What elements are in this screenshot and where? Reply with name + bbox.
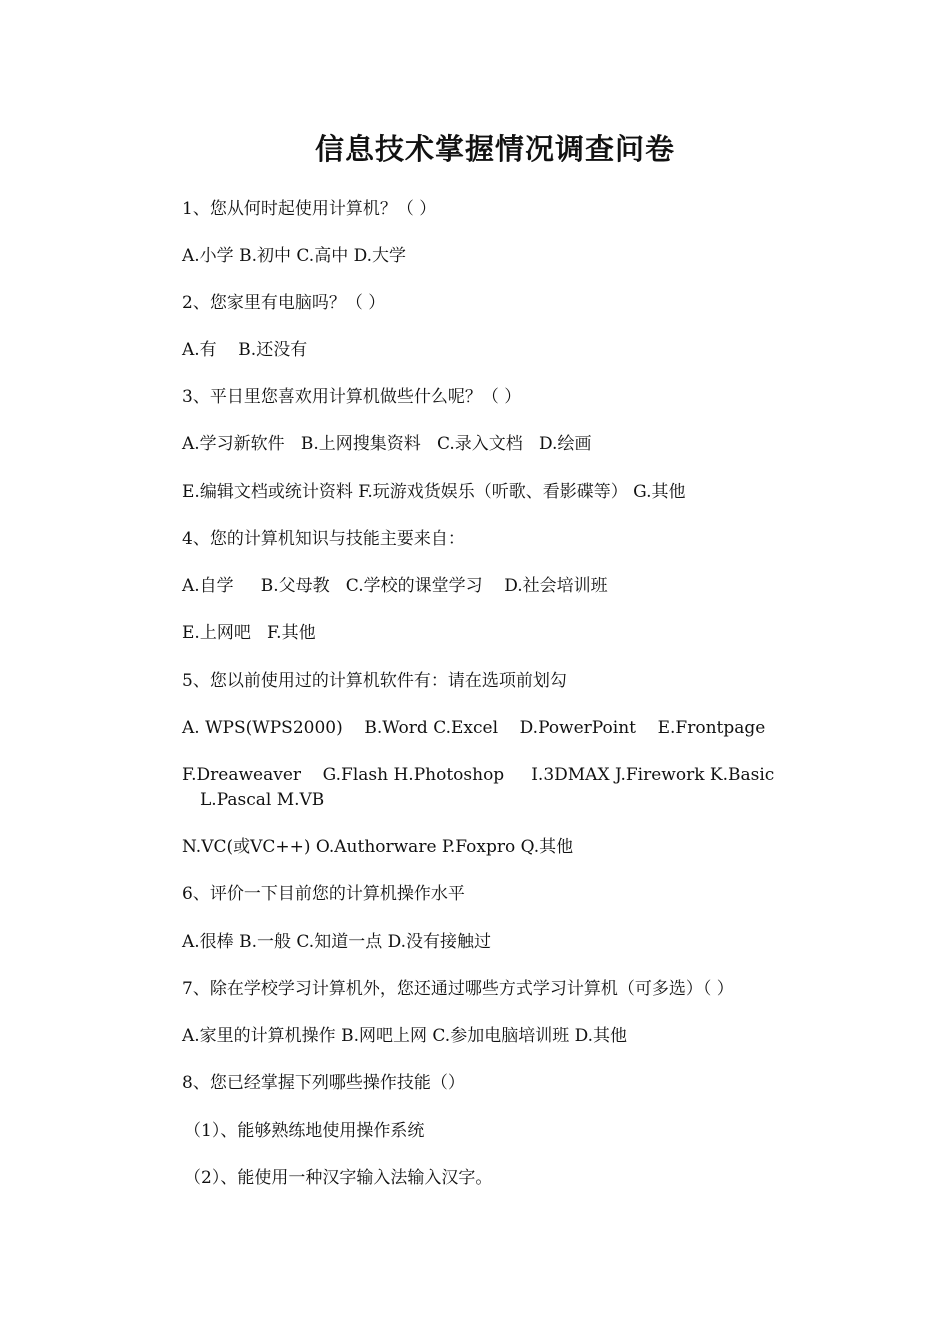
question-1-options: A.小学 B.初中 C.高中 D.大学 xyxy=(182,246,407,266)
question-5-options-b-cont: L.Pascal M.VB xyxy=(200,790,325,810)
question-7: 7、除在学校学习计算机外，您还通过哪些方式学习计算机（可多选）（ ） xyxy=(182,979,734,999)
question-3-options-a: A.学习新软件 B.上网搜集资料 C.录入文档 D.绘画 xyxy=(182,434,592,454)
question-5-options-b: F.Dreaweaver G.Flash H.Photoshop I.3DMAX J.Firework K.Basic xyxy=(182,765,775,785)
question-3: 3、平日里您喜欢用计算机做些什么呢？（ ） xyxy=(182,387,522,407)
question-2: 2、您家里有电脑吗？（ ） xyxy=(182,293,386,313)
question-4: 4、您的计算机知识与技能主要来自： xyxy=(182,529,465,549)
question-5-options-c: N.VC(或VC++) O.Authorware P.Foxpro Q.其他 xyxy=(182,837,574,857)
question-2-options: A.有 B.还没有 xyxy=(182,340,308,360)
question-7-options: A.家里的计算机操作 B.网吧上网 C.参加电脑培训班 D.其他 xyxy=(182,1026,628,1046)
question-6: 6、评价一下目前您的计算机操作水平 xyxy=(182,884,465,904)
question-8: 8、您已经掌握下列哪些操作技能（） xyxy=(182,1073,465,1093)
question-1: 1、您从何时起使用计算机？（ ） xyxy=(182,199,437,219)
question-4-options-b: E.上网吧 F.其他 xyxy=(182,623,316,643)
question-5: 5、您以前使用过的计算机软件有：请在选项前划勾 xyxy=(182,671,567,691)
question-3-options-b: E.编辑文档或统计资料 F.玩游戏货娱乐（听歌、看影碟等） G.其他 xyxy=(182,482,686,502)
question-5-options-a: A. WPS(WPS2000) B.Word C.Excel D.PowerPoint E.Frontpage xyxy=(182,718,766,738)
document-title: 信息技术掌握情况调查问卷 xyxy=(314,132,675,166)
question-8-item-2: （2）、能使用一种汉字输入法输入汉字。 xyxy=(184,1168,493,1188)
question-4-options-a: A.自学 B.父母教 C.学校的课堂学习 D.社会培训班 xyxy=(182,576,608,596)
question-8-item-1: （1）、能够熟练地使用操作系统 xyxy=(184,1121,425,1141)
question-6-options: A.很棒 B.一般 C.知道一点 D.没有接触过 xyxy=(182,932,492,952)
